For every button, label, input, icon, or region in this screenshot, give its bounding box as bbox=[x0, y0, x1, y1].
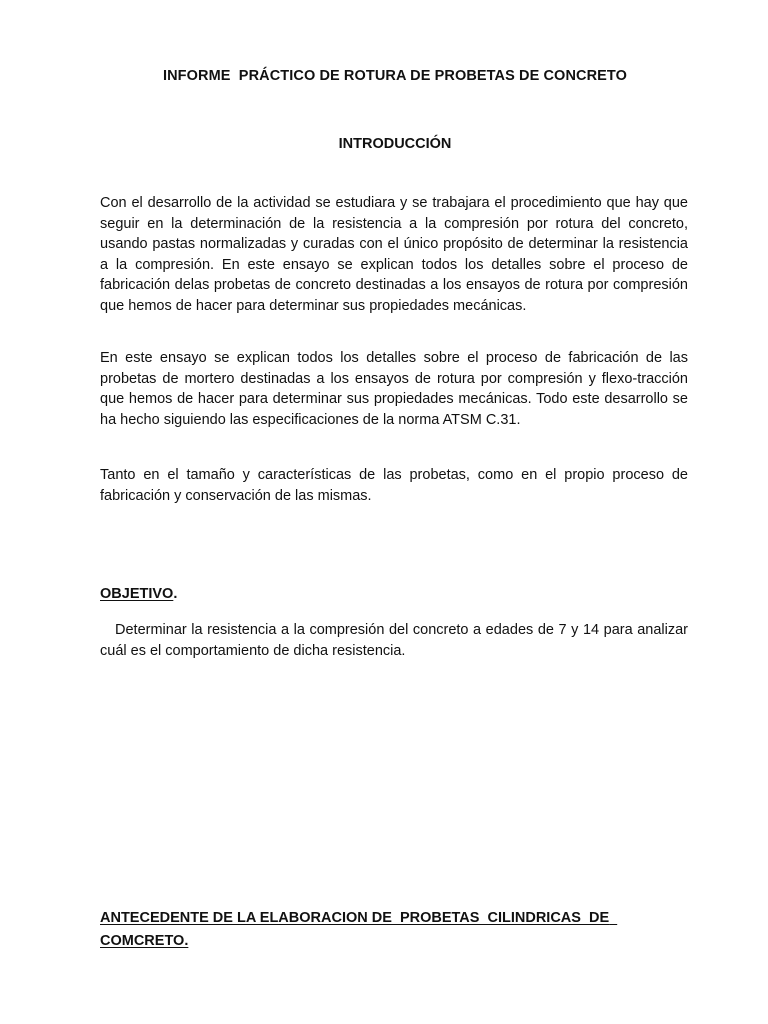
objective-paragraph: Determinar la resistencia a la compresión del concreto a edades de 7 y 14 para analizar cuál es el comportamiento de dicha resistencia. bbox=[100, 622, 688, 659]
introduction-heading: INTRODUCCIÓN bbox=[338, 136, 452, 152]
objective-heading-text: OBJETIVO bbox=[100, 586, 174, 602]
introduction-paragraph-3: Tanto en el tamaño y características de las probetas, como en el propio proceso de fabricación y conservación de las mismas. bbox=[100, 467, 688, 504]
document-title: INFORME PRÁCTICO DE ROTURA DE PROBETAS DE CONCRETO bbox=[162, 68, 628, 84]
introduction-paragraph-1: Con el desarrollo de la actividad se estudiara y se trabajara el procedimiento que hay que seguir en la determinación de la resistencia a la compresión por rotura del concreto, usando pastas normalizadas y curadas con el único propósito de determinar la resistencia a la compresión. En este ensayo se explican todos los detalles sobre el proceso de fabricación delas probetas de concreto destinadas a los ensayos de rotura por compresión que hemos de hacer para determinar sus propiedades mecánicas. bbox=[100, 195, 688, 314]
antecedent-heading: ANTECEDENTE DE LA ELABORACION DE PROBETAS CILINDRICAS DE COMCRETO. bbox=[100, 910, 618, 949]
objective-heading-period: . bbox=[173, 586, 178, 602]
introduction-paragraph-2: En este ensayo se explican todos los detalles sobre el proceso de fabricación de las probetas de mortero destinadas a los ensayos de rotura por compresión y flexo-tracción que hemos de hacer para determinar sus propiedades mecánicas. Todo este desarrollo se ha hecho siguiendo las especificaciones de la norma ATSM C.31. bbox=[100, 350, 688, 428]
objective-heading bbox=[100, 586, 177, 602]
